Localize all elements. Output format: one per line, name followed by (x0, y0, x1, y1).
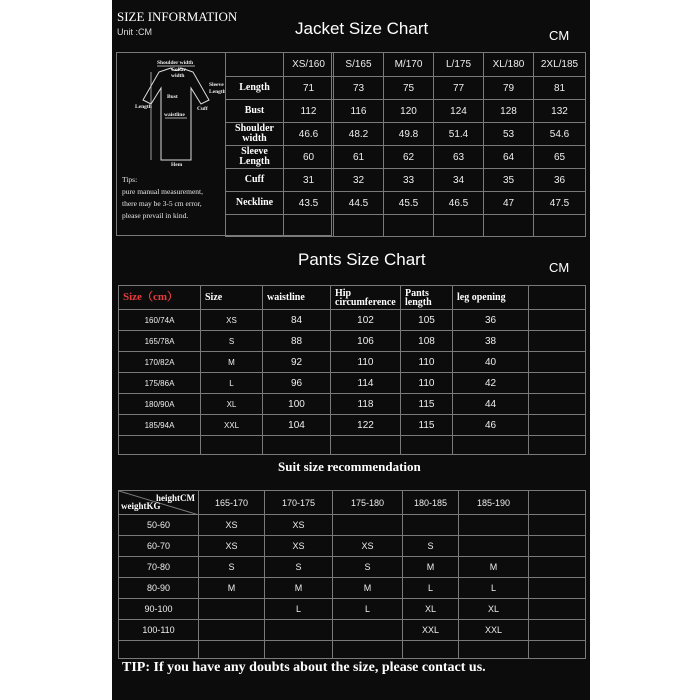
table-cell: 36 (453, 310, 529, 331)
tips-line-2: there may be 3-5 cm error, (122, 199, 202, 208)
table-cell: 44 (453, 394, 529, 415)
jacket-col-header: L/175 (434, 53, 484, 77)
row-label: 80-90 (119, 578, 199, 599)
table-cell (403, 515, 459, 536)
table-cell (199, 599, 265, 620)
table-cell: 128 (484, 100, 534, 123)
table-cell: M (333, 578, 403, 599)
table-cell (459, 536, 529, 557)
table-cell: L (201, 373, 263, 394)
table-row (226, 123, 586, 146)
table-cell: 88 (263, 331, 331, 352)
pants-chart-title: Pants Size Chart (298, 250, 426, 269)
table-row (119, 352, 586, 373)
jacket-diagram-icon (121, 56, 231, 172)
jacket-col-header: M/170 (384, 53, 434, 77)
table-row (119, 331, 586, 352)
row-label: Sleeve Length (226, 146, 284, 169)
table-cell: XS (199, 515, 265, 536)
table-row-empty (119, 436, 586, 455)
table-row (119, 394, 586, 415)
fig-length-short-label: Length (209, 89, 226, 95)
row-label: 70-80 (119, 557, 199, 578)
table-cell: 47 (484, 192, 534, 215)
table-row (119, 415, 586, 436)
table-cell: 53 (484, 123, 534, 146)
pants-unit-label: CM (549, 260, 570, 275)
table-cell: 42 (453, 373, 529, 394)
row-label: Bust (226, 100, 284, 123)
jacket-size-table (225, 52, 586, 237)
height-axis-label: heightCM (156, 493, 195, 503)
table-cell: S (201, 331, 263, 352)
table-row-empty (119, 641, 586, 659)
table-cell: S (333, 557, 403, 578)
pants-size-table (118, 285, 586, 455)
table-row (119, 557, 586, 578)
table-cell: 110 (401, 373, 453, 394)
table-cell: XL (403, 599, 459, 620)
pants-col-header: waistline (263, 286, 331, 310)
table-cell: 46 (453, 415, 529, 436)
row-label: Length (226, 77, 284, 100)
table-cell: 175/86A (119, 373, 201, 394)
fig-bust-label: Bust (167, 94, 178, 100)
table-cell: 170/82A (119, 352, 201, 373)
measurement-tips (122, 174, 230, 222)
row-label: Shoulder width (226, 123, 284, 146)
table-cell (333, 620, 403, 641)
tips-line-3: please prevail in kind. (122, 211, 189, 220)
table-cell: 132 (534, 100, 586, 123)
size-sheet (112, 0, 590, 700)
suit-corner-cell (119, 491, 199, 515)
table-cell: 116 (334, 100, 384, 123)
table-cell: 46.5 (434, 192, 484, 215)
jacket-unit-label: CM (549, 28, 570, 43)
table-cell: 33 (384, 169, 434, 192)
table-cell: L (459, 578, 529, 599)
table-row (226, 192, 586, 215)
table-cell: 75 (384, 77, 434, 100)
table-cell (265, 620, 333, 641)
fig-width-label: width (171, 73, 185, 79)
table-cell: S (403, 536, 459, 557)
row-label: 90-100 (119, 599, 199, 620)
table-cell: 180/90A (119, 394, 201, 415)
jacket-col-header: 2XL/185 (534, 53, 586, 77)
suit-header-row (119, 491, 586, 515)
row-label: 60-70 (119, 536, 199, 557)
table-cell (199, 620, 265, 641)
table-cell: XL (459, 599, 529, 620)
table-cell: 118 (331, 394, 401, 415)
tips-label: Tips: (122, 175, 138, 184)
table-cell: 61 (334, 146, 384, 169)
table-cell: 31 (284, 169, 334, 192)
pants-col-header: Size（cm） (119, 286, 201, 310)
suit-col-header: 175-180 (333, 491, 403, 515)
table-cell: 110 (401, 352, 453, 373)
table-cell: M (201, 352, 263, 373)
table-cell: 106 (331, 331, 401, 352)
table-cell: 44.5 (334, 192, 384, 215)
table-cell: XXL (201, 415, 263, 436)
tips-line-1: pure manual measurement, (122, 187, 204, 196)
fig-length-label: Length (135, 104, 152, 110)
table-row (119, 373, 586, 394)
table-cell: M (403, 557, 459, 578)
table-cell: 120 (384, 100, 434, 123)
table-cell: 71 (284, 77, 334, 100)
table-cell: 92 (263, 352, 331, 373)
table-cell: L (403, 578, 459, 599)
weight-axis-label: weightKG (121, 501, 161, 511)
table-cell: 54.6 (534, 123, 586, 146)
table-row (119, 578, 586, 599)
jacket-corner-cell (226, 53, 284, 77)
table-cell: 38 (453, 331, 529, 352)
pants-col-header: Hip circumference (331, 286, 401, 310)
table-cell: 48.2 (334, 123, 384, 146)
table-cell: 40 (453, 352, 529, 373)
pants-col-header: Size (201, 286, 263, 310)
suit-size-table (118, 490, 586, 659)
table-row (226, 100, 586, 123)
table-cell: 36 (534, 169, 586, 192)
table-cell: 110 (331, 352, 401, 373)
jacket-chart-title: Jacket Size Chart (295, 19, 429, 38)
contact-tip: TIP: If you have any doubts about the size, please contact us. (122, 660, 486, 675)
table-cell: 124 (434, 100, 484, 123)
table-cell: 185/94A (119, 415, 201, 436)
table-row (119, 515, 586, 536)
suit-col-header: 185-190 (459, 491, 529, 515)
table-cell: L (265, 599, 333, 620)
table-cell (333, 515, 403, 536)
table-cell: 115 (401, 394, 453, 415)
table-cell (459, 515, 529, 536)
table-cell: XS (265, 536, 333, 557)
table-cell: 34 (434, 169, 484, 192)
table-cell: 104 (263, 415, 331, 436)
table-cell: M (459, 557, 529, 578)
jacket-col-header: XS/160 (284, 53, 334, 77)
table-cell: 73 (334, 77, 384, 100)
fig-shoulder-label: Shoulder width (157, 60, 194, 66)
table-cell: 96 (263, 373, 331, 394)
table-cell: 64 (484, 146, 534, 169)
table-cell: 62 (384, 146, 434, 169)
table-cell: XS (201, 310, 263, 331)
table-cell: S (265, 557, 333, 578)
unit-label: Unit :CM (117, 27, 153, 37)
table-cell: XS (199, 536, 265, 557)
table-cell: S (199, 557, 265, 578)
table-cell: M (199, 578, 265, 599)
table-cell: 45.5 (384, 192, 434, 215)
row-label: Cuff (226, 169, 284, 192)
suit-col-header: 165-170 (199, 491, 265, 515)
pants-col-header: leg opening (453, 286, 529, 310)
table-row (119, 536, 586, 557)
jacket-header-row (226, 53, 586, 77)
fig-hem-label: Hem (171, 162, 183, 168)
table-row (119, 599, 586, 620)
table-cell: 49.8 (384, 123, 434, 146)
table-cell: 114 (331, 373, 401, 394)
fig-cuff-label: Cuff (197, 106, 208, 112)
table-cell: 51.4 (434, 123, 484, 146)
fig-collar-label: Collar (171, 67, 186, 73)
table-cell: XS (265, 515, 333, 536)
table-row (226, 169, 586, 192)
table-cell: 65 (534, 146, 586, 169)
table-cell: 43.5 (284, 192, 334, 215)
table-cell: L (333, 599, 403, 620)
table-cell: 165/78A (119, 331, 201, 352)
table-cell: 47.5 (534, 192, 586, 215)
suit-col-header: 170-175 (265, 491, 333, 515)
suit-recommendation-title: Suit size recommendation (278, 459, 421, 474)
table-cell: 77 (434, 77, 484, 100)
table-cell: 46.6 (284, 123, 334, 146)
table-cell: 112 (284, 100, 334, 123)
table-row (119, 310, 586, 331)
table-cell: 84 (263, 310, 331, 331)
table-row (226, 77, 586, 100)
table-row (119, 620, 586, 641)
jacket-col-header: S/165 (334, 53, 384, 77)
jacket-col-header: XL/180 (484, 53, 534, 77)
size-information-title: SIZE INFORMATION (117, 9, 238, 24)
table-cell: 122 (331, 415, 401, 436)
table-cell: XXL (403, 620, 459, 641)
table-cell: 63 (434, 146, 484, 169)
row-label: 100-110 (119, 620, 199, 641)
table-cell: 79 (484, 77, 534, 100)
fig-waistline-label: waistline (164, 112, 185, 118)
fig-sleeve-label: Sleeve (209, 82, 224, 88)
table-row-empty (226, 215, 586, 237)
table-cell: 100 (263, 394, 331, 415)
table-cell: 115 (401, 415, 453, 436)
pants-header-row (119, 286, 586, 310)
pants-col-header: Pants length (401, 286, 453, 310)
table-cell: 32 (334, 169, 384, 192)
row-label: 50-60 (119, 515, 199, 536)
table-row (226, 146, 586, 169)
suit-col-header: 180-185 (403, 491, 459, 515)
table-cell: 102 (331, 310, 401, 331)
table-cell: 35 (484, 169, 534, 192)
table-cell: 108 (401, 331, 453, 352)
table-cell: XS (333, 536, 403, 557)
table-cell: 81 (534, 77, 586, 100)
table-cell: 160/74A (119, 310, 201, 331)
table-cell: 60 (284, 146, 334, 169)
table-cell: 105 (401, 310, 453, 331)
table-cell: M (265, 578, 333, 599)
table-cell: XL (201, 394, 263, 415)
table-cell: XXL (459, 620, 529, 641)
row-label: Neckline (226, 192, 284, 215)
